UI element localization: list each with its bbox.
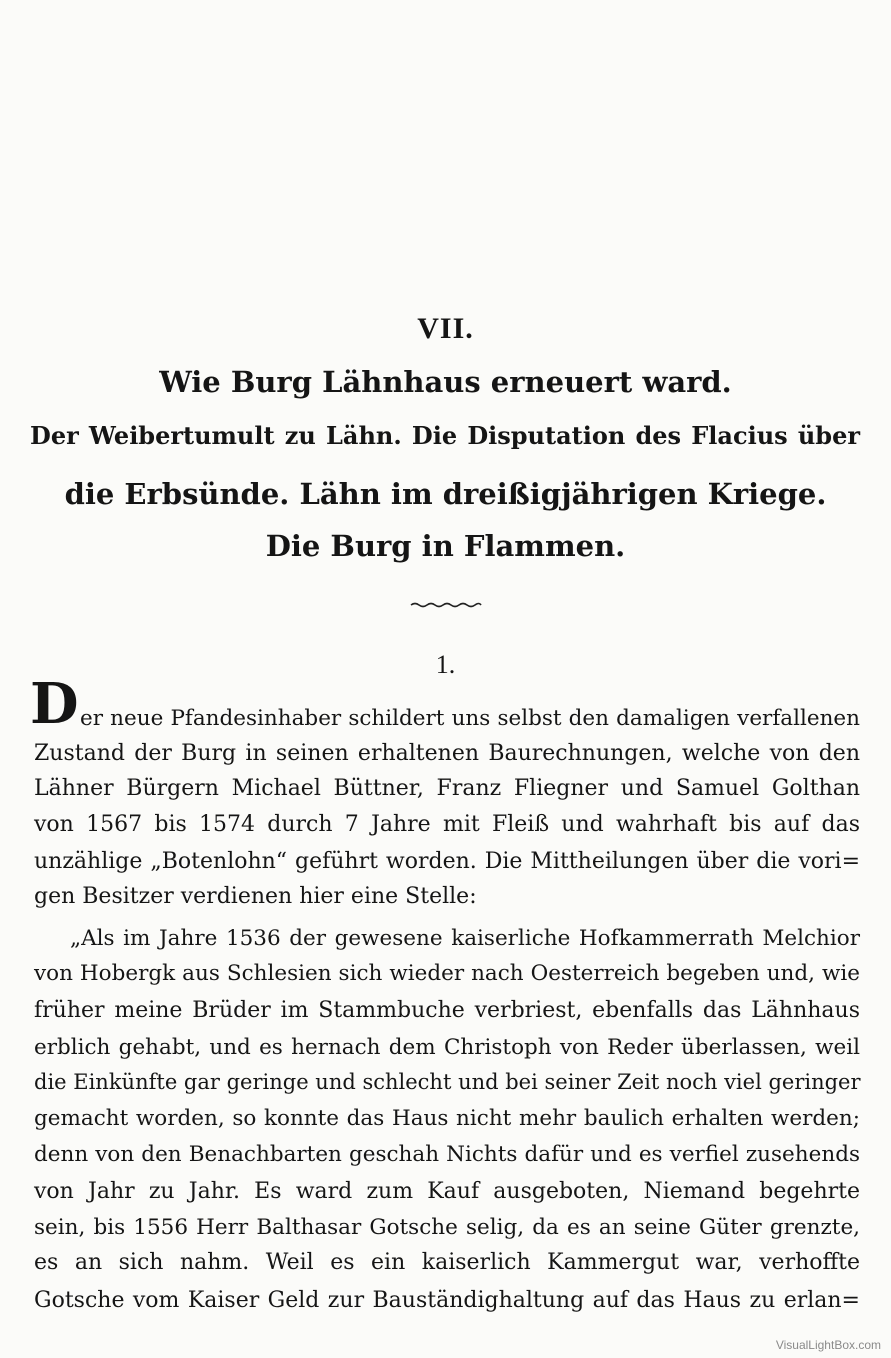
body-line-1: er neue Pfandesinhaber schildert uns selbst den damaligen verfallenen bbox=[80, 706, 860, 731]
body-line-6: gen Besitzer verdienen hier eine Stelle: bbox=[34, 884, 477, 909]
body-line-13: denn von den Benachbarten geschah Nichts dafür und es verfiel zusehends bbox=[34, 1142, 860, 1167]
body-line-14: von Jahr zu Jahr. Es ward zum Kauf ausgeboten, Niemand begehrte bbox=[34, 1179, 860, 1204]
body-line-8: von Hobergk aus Schlesien sich wieder nach Oesterreich begeben und, wie bbox=[34, 961, 860, 986]
ornamental-divider bbox=[410, 601, 482, 609]
body-line-15: sein, bis 1556 Herr Balthasar Gotsche selig, da es an seine Güter grenzte, bbox=[34, 1215, 860, 1240]
drop-cap: D bbox=[30, 671, 79, 737]
section-number: 1. bbox=[435, 650, 456, 679]
chapter-title-line-1: Wie Burg Lähnhaus erneuert ward. bbox=[159, 365, 732, 399]
body-line-5: unzählige „Botenlohn“ geführt worden. Die Mittheilungen über die vori= bbox=[34, 849, 860, 874]
chapter-title-line-2: Der Weibertumult zu Lähn. Die Disputation des Flacius über bbox=[30, 421, 860, 450]
chapter-title-line-4: Die Burg in Flammen. bbox=[265, 529, 626, 563]
body-line-7: „Als im Jahre 1536 der gewesene kaiserliche Hofkammerrath Melchior bbox=[70, 926, 860, 951]
body-line-16: es an sich nahm. Weil es ein kaiserlich Kammergut war, verhoffte bbox=[34, 1250, 860, 1275]
body-line-4: von 1567 bis 1574 durch 7 Jahre mit Fleiß und wahrhaft bis auf das bbox=[34, 812, 860, 837]
watermark: VisualLightBox.com bbox=[775, 1338, 881, 1352]
body-line-2: Zustand der Burg in seinen erhaltenen Baurechnungen, welche von den bbox=[34, 741, 860, 766]
chapter-title-line-3: die Erbsünde. Lähn im dreißigjährigen Kriege. bbox=[64, 477, 827, 511]
body-line-9: früher meine Brüder im Stammbuche verbriest, ebenfalls das Lähnhaus bbox=[34, 998, 860, 1023]
chapter-number: VII. bbox=[417, 312, 474, 345]
body-line-11: die Einkünfte gar geringe und schlecht und bei seiner Zeit noch viel geringer bbox=[34, 1070, 861, 1094]
body-line-3: Lähner Bürgern Michael Büttner, Franz Fliegner und Samuel Golthan bbox=[34, 776, 860, 801]
body-line-12: gemacht worden, so konnte das Haus nicht mehr baulich erhalten werden; bbox=[34, 1106, 860, 1131]
body-line-10: erblich gehabt, und es hernach dem Christoph von Reder überlassen, weil bbox=[34, 1035, 860, 1060]
body-line-17: Gotsche vom Kaiser Geld zur Bauständighaltung auf das Haus zu erlan= bbox=[34, 1288, 860, 1313]
